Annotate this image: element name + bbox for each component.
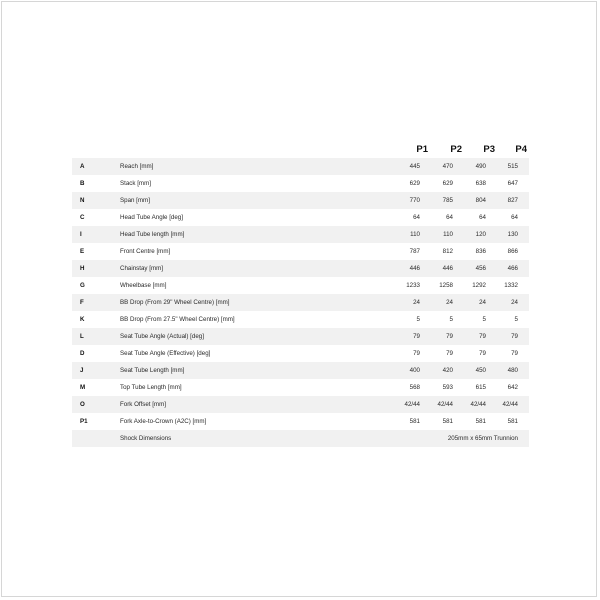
- row-value-p2: 79: [446, 350, 453, 357]
- table-row: [72, 226, 529, 243]
- row-value-p3: 64: [479, 214, 486, 221]
- row-value-p1: 787: [409, 248, 420, 255]
- row-label: Fork Axle-to-Crown (A2C) [mm]: [120, 418, 207, 425]
- table-row: [72, 209, 529, 226]
- row-value-p3: 581: [475, 418, 486, 425]
- table-row: [72, 345, 529, 362]
- column-header-p1: P1: [416, 144, 428, 155]
- row-label: Front Centre [mm]: [120, 248, 171, 255]
- row-value-p2: 629: [442, 180, 453, 187]
- row-value-p2: 812: [442, 248, 453, 255]
- row-code: B: [80, 180, 85, 187]
- row-value-p4: 5: [514, 316, 518, 323]
- column-header-p4: P4: [515, 144, 527, 155]
- row-value-p4: 642: [507, 384, 518, 391]
- row-value-p4: 515: [507, 163, 518, 170]
- table-row: [72, 277, 529, 294]
- table-row: [72, 311, 529, 328]
- row-value-p3: 5: [482, 316, 486, 323]
- row-value-p2: 470: [442, 163, 453, 170]
- row-value-p1: 5: [416, 316, 420, 323]
- row-label: Head Tube Angle [deg]: [120, 214, 183, 221]
- row-value-p2: 581: [442, 418, 453, 425]
- row-value-p3: 1292: [472, 282, 486, 289]
- row-value-p1: 581: [409, 418, 420, 425]
- row-value-p1: 110: [410, 231, 420, 238]
- table-row-shock: [72, 430, 529, 447]
- row-value-p3: 120: [475, 231, 486, 238]
- row-label: Fork Offset [mm]: [120, 401, 166, 408]
- row-label: Span [mm]: [120, 197, 150, 204]
- row-code: J: [80, 367, 84, 374]
- row-value-p3: 24: [479, 299, 486, 306]
- row-label: Seat Tube Angle (Actual) [deg]: [120, 333, 204, 340]
- table-row: [72, 158, 529, 175]
- table-row: [72, 294, 529, 311]
- row-code: A: [80, 163, 85, 170]
- row-label: Stack [mm]: [120, 180, 151, 187]
- row-value-p2: 420: [442, 367, 453, 374]
- row-label: BB Drop (From 29" Wheel Centre) [mm]: [120, 299, 230, 306]
- row-value-p3: 456: [475, 265, 486, 272]
- row-value-p3: 450: [475, 367, 486, 374]
- row-label: Shock Dimensions: [120, 435, 172, 442]
- row-value-p2: 24: [446, 299, 453, 306]
- row-value-p4: 42/44: [502, 401, 518, 408]
- row-label: Head Tube length [mm]: [120, 231, 185, 238]
- row-code: K: [80, 316, 85, 323]
- row-value-p1: 1233: [406, 282, 420, 289]
- table-body: [72, 158, 529, 430]
- column-header-p2: P2: [450, 144, 462, 155]
- row-label: Top Tube Length [mm]: [120, 384, 182, 391]
- row-value-p2: 446: [442, 265, 453, 272]
- row-value-p4: 24: [511, 299, 518, 306]
- row-value-p1: 400: [409, 367, 420, 374]
- row-code: G: [80, 282, 85, 289]
- row-value-p1: 568: [409, 384, 420, 391]
- row-value-p2: 110: [443, 231, 453, 238]
- row-value-p2: 593: [442, 384, 453, 391]
- row-value-p1: 64: [413, 214, 420, 221]
- row-value-p4: 1332: [504, 282, 518, 289]
- row-value-p2: 79: [446, 333, 453, 340]
- row-value-p1: 629: [409, 180, 420, 187]
- row-label: Reach [mm]: [120, 163, 154, 170]
- row-value-p3: 615: [475, 384, 486, 391]
- row-code: L: [80, 333, 84, 340]
- table-row: [72, 396, 529, 413]
- row-label: Wheelbase [mm]: [120, 282, 167, 289]
- row-code: D: [80, 350, 85, 357]
- row-value-p3: 79: [479, 333, 486, 340]
- row-label: BB Drop (From 27.5" Wheel Centre) [mm]: [120, 316, 235, 323]
- row-value-p4: 79: [511, 333, 518, 340]
- row-label: Seat Tube Angle (Effective) [deg]: [120, 350, 211, 357]
- row-value-p2: 1258: [439, 282, 453, 289]
- row-code: E: [80, 248, 85, 255]
- row-value-p1: 446: [409, 265, 420, 272]
- table-row: [72, 413, 529, 430]
- row-value-p1: 42/44: [404, 401, 420, 408]
- table-row: [72, 175, 529, 192]
- row-code: H: [80, 265, 85, 272]
- row-code: I: [80, 231, 82, 238]
- row-value-p2: 5: [449, 316, 453, 323]
- row-value-p1: 79: [413, 350, 420, 357]
- row-value-p2: 64: [446, 214, 453, 221]
- row-value-p4: 581: [507, 418, 518, 425]
- row-code: F: [80, 299, 84, 306]
- row-label: Seat Tube Length [mm]: [120, 367, 185, 374]
- row-value-p3: 79: [479, 350, 486, 357]
- row-code: O: [80, 401, 85, 408]
- row-value-p1: 79: [413, 333, 420, 340]
- shock-dimensions-value: 205mm x 65mm Trunnion: [447, 435, 518, 442]
- row-value-p4: 466: [507, 265, 518, 272]
- row-value-p4: 866: [507, 248, 518, 255]
- table-row: [72, 379, 529, 396]
- row-code: C: [80, 214, 85, 221]
- row-value-p4: 130: [507, 231, 518, 238]
- row-value-p1: 445: [409, 163, 420, 170]
- geometry-table: [72, 141, 529, 447]
- row-value-p3: 638: [475, 180, 486, 187]
- row-code: M: [80, 384, 86, 391]
- row-value-p4: 480: [507, 367, 518, 374]
- row-code: N: [80, 197, 85, 204]
- row-code: P1: [80, 418, 88, 425]
- row-label: Chainstay [mm]: [120, 265, 163, 272]
- row-value-p1: 24: [413, 299, 420, 306]
- row-value-p4: 827: [507, 197, 518, 204]
- table-header: [72, 141, 529, 158]
- row-value-p4: 647: [507, 180, 518, 187]
- row-value-p3: 836: [475, 248, 486, 255]
- row-value-p3: 804: [475, 197, 486, 204]
- row-value-p4: 79: [511, 350, 518, 357]
- row-value-p3: 42/44: [470, 401, 486, 408]
- table-row: [72, 362, 529, 379]
- table-row: [72, 192, 529, 209]
- table-row: [72, 328, 529, 345]
- table-row: [72, 243, 529, 260]
- column-header-p3: P3: [483, 144, 495, 155]
- row-value-p3: 490: [475, 163, 486, 170]
- row-value-p4: 64: [511, 214, 518, 221]
- row-value-p1: 770: [409, 197, 420, 204]
- row-value-p2: 42/44: [437, 401, 453, 408]
- table-row: [72, 260, 529, 277]
- row-value-p2: 785: [442, 197, 453, 204]
